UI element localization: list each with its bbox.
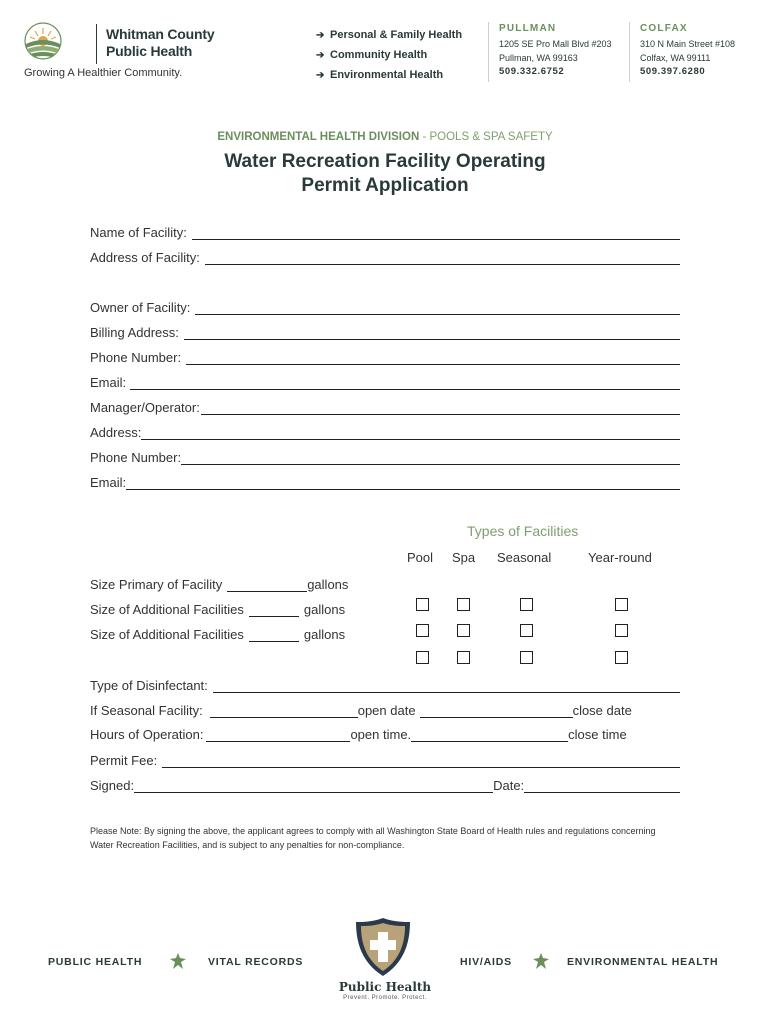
field-email-2 [90, 472, 680, 490]
office-street: 1205 SE Pro Mall Blvd #203 [499, 39, 612, 49]
office-phone: 509.397.6280 [640, 66, 706, 77]
org-name-line2: Public Health [106, 43, 193, 59]
size-primary-input[interactable] [227, 578, 307, 592]
seasonal-open-date-input[interactable] [210, 704, 358, 718]
org-name [106, 26, 214, 60]
size-additional-2-input[interactable] [249, 628, 299, 642]
phone-number-input[interactable] [186, 351, 680, 365]
field-label: Email: [90, 475, 127, 490]
types-of-facilities-heading: Types of Facilities [467, 523, 579, 539]
name-of-facility-input[interactable] [192, 226, 680, 240]
field-label: Size of Additional Facilities [90, 602, 244, 617]
leaf-star-icon [170, 953, 186, 969]
type-of-disinfectant-input[interactable] [213, 679, 680, 693]
page-title [0, 150, 770, 198]
checkbox-pool-1[interactable] [416, 598, 429, 611]
county-logo-icon [24, 22, 62, 60]
arrow-right-icon: ➔ [316, 69, 325, 81]
field-hours-of-operation [90, 724, 680, 742]
public-health-shield-icon [352, 916, 414, 978]
column-seasonal: Seasonal [497, 550, 552, 565]
office-citystate: Pullman, WA 99163 [499, 53, 578, 63]
field-manager-operator [90, 397, 680, 415]
address-input[interactable] [141, 426, 680, 440]
field-label: Address of Facility: [90, 250, 200, 265]
field-size-primary [90, 574, 348, 592]
arrow-right-icon: ➔ [316, 29, 325, 41]
field-size-additional-1 [90, 599, 345, 617]
title-line2: Permit Application [301, 175, 469, 196]
field-phone-number-2 [90, 447, 680, 465]
field-signed [90, 775, 680, 793]
field-label: Size Primary of Facility [90, 577, 223, 592]
field-billing-address [90, 322, 680, 340]
column-pool: Pool [407, 550, 434, 565]
checkbox-seasonal-2[interactable] [520, 624, 533, 637]
signature-input[interactable] [134, 779, 493, 793]
field-label: If Seasonal Facility: [90, 703, 203, 718]
division-separator: - [419, 131, 430, 143]
open-time-label: open time. [350, 727, 412, 742]
field-owner-of-facility [90, 297, 680, 315]
public-health-logo-tagline: Prevent. Promote. Protect. [343, 995, 427, 1001]
field-email [90, 372, 680, 390]
checkbox-spa-3[interactable] [457, 651, 470, 664]
close-time-label: close time [568, 727, 627, 742]
field-size-additional-2 [90, 624, 345, 642]
checkbox-seasonal-1[interactable] [520, 598, 533, 611]
field-label: Address: [90, 425, 142, 440]
field-label: Signed: [90, 778, 135, 793]
field-name-of-facility [90, 222, 680, 240]
checkbox-pool-3[interactable] [416, 651, 429, 664]
phone-number-2-input[interactable] [181, 451, 680, 465]
billing-address-input[interactable] [184, 326, 680, 340]
pullman-office [488, 22, 628, 82]
nav-label: Personal & Family Health [330, 29, 463, 41]
email-input[interactable] [130, 376, 680, 390]
org-name-line1: Whitman County [106, 26, 215, 42]
address-of-facility-input[interactable] [205, 251, 680, 265]
office-city: COLFAX [640, 23, 688, 34]
field-phone-number [90, 347, 680, 365]
close-date-label: close date [572, 703, 632, 718]
field-label: Manager/Operator: [90, 400, 200, 415]
field-label: Phone Number: [90, 450, 182, 465]
field-label: Type of Disinfectant: [90, 678, 208, 693]
title-line1: Water Recreation Facility Operating [224, 151, 546, 172]
column-spa: Spa [452, 550, 476, 565]
gallons-unit: gallons [303, 627, 346, 642]
size-additional-1-input[interactable] [249, 603, 299, 617]
checkbox-pool-2[interactable] [416, 624, 429, 637]
manager-operator-input[interactable] [201, 401, 680, 415]
date-label: Date: [493, 778, 525, 793]
field-if-seasonal [90, 700, 680, 718]
open-time-input[interactable] [206, 728, 350, 742]
seasonal-close-date-input[interactable] [420, 704, 573, 718]
footer-public-health: PUBLIC HEALTH [48, 956, 143, 968]
office-phone: 509.332.6752 [499, 66, 565, 77]
header-nav [316, 25, 462, 85]
field-label: Name of Facility: [90, 225, 187, 240]
gallons-unit: gallons [303, 602, 346, 617]
nav-personal-family-health[interactable] [316, 25, 462, 45]
date-input[interactable] [524, 779, 680, 793]
field-label: Size of Additional Facilities [90, 627, 244, 642]
nav-label: Community Health [330, 49, 428, 61]
public-health-logo-text: Public Health [338, 980, 432, 994]
office-city: PULLMAN [499, 23, 557, 34]
division-name: ENVIRONMENTAL HEALTH DIVISION [217, 131, 420, 143]
open-date-label: open date [357, 703, 416, 718]
checkbox-year-round-2[interactable] [615, 624, 628, 637]
field-address-of-facility [90, 247, 680, 265]
leaf-star-icon [533, 953, 549, 969]
close-time-input[interactable] [411, 728, 568, 742]
email-2-input[interactable] [126, 476, 680, 490]
checkbox-spa-2[interactable] [457, 624, 470, 637]
permit-fee-input[interactable] [162, 754, 680, 768]
nav-label: Environmental Health [330, 69, 444, 81]
gallons-unit: gallons [307, 577, 349, 592]
footer-hiv-aids: HIV/AIDS [460, 956, 512, 968]
colfax-office [629, 22, 764, 82]
field-label: Owner of Facility: [90, 300, 191, 315]
column-year-round: Year-round [588, 550, 652, 565]
field-label: Hours of Operation: [90, 727, 204, 742]
office-street: 310 N Main Street #108 [640, 39, 736, 49]
field-label: Permit Fee: [90, 753, 158, 768]
nav-environmental-health[interactable] [316, 65, 462, 85]
org-logo [24, 22, 224, 82]
checkbox-spa-1[interactable] [457, 598, 470, 611]
field-label: Email: [90, 375, 127, 390]
checkbox-seasonal-3[interactable] [520, 651, 533, 664]
footer-environmental-health: ENVIRONMENTAL HEALTH [567, 956, 719, 968]
field-address [90, 422, 680, 440]
owner-of-facility-input[interactable] [195, 301, 680, 315]
tagline: Growing A Healthier Community. [24, 67, 183, 79]
checkbox-year-round-3[interactable] [615, 651, 628, 664]
arrow-right-icon: ➔ [316, 49, 325, 61]
nav-community-health[interactable] [316, 45, 462, 65]
compliance-note: Please Note: By signing the above, the applicant agrees to comply with all Washington State Board of Health rules and regulations concerning Water Recreation Facilities, and is subject to any penalties for non-compliance. [90, 826, 656, 850]
field-type-of-disinfectant [90, 675, 680, 693]
field-label: Billing Address: [90, 325, 179, 340]
field-label: Phone Number: [90, 350, 182, 365]
field-permit-fee [90, 750, 680, 768]
division-heading [0, 131, 770, 143]
footer-vital-records: VITAL RECORDS [208, 956, 304, 968]
checkbox-year-round-1[interactable] [615, 598, 628, 611]
office-citystate: Colfax, WA 99111 [640, 53, 711, 63]
program-name: POOLS & SPA SAFETY [429, 131, 553, 143]
logo-divider [96, 24, 97, 64]
